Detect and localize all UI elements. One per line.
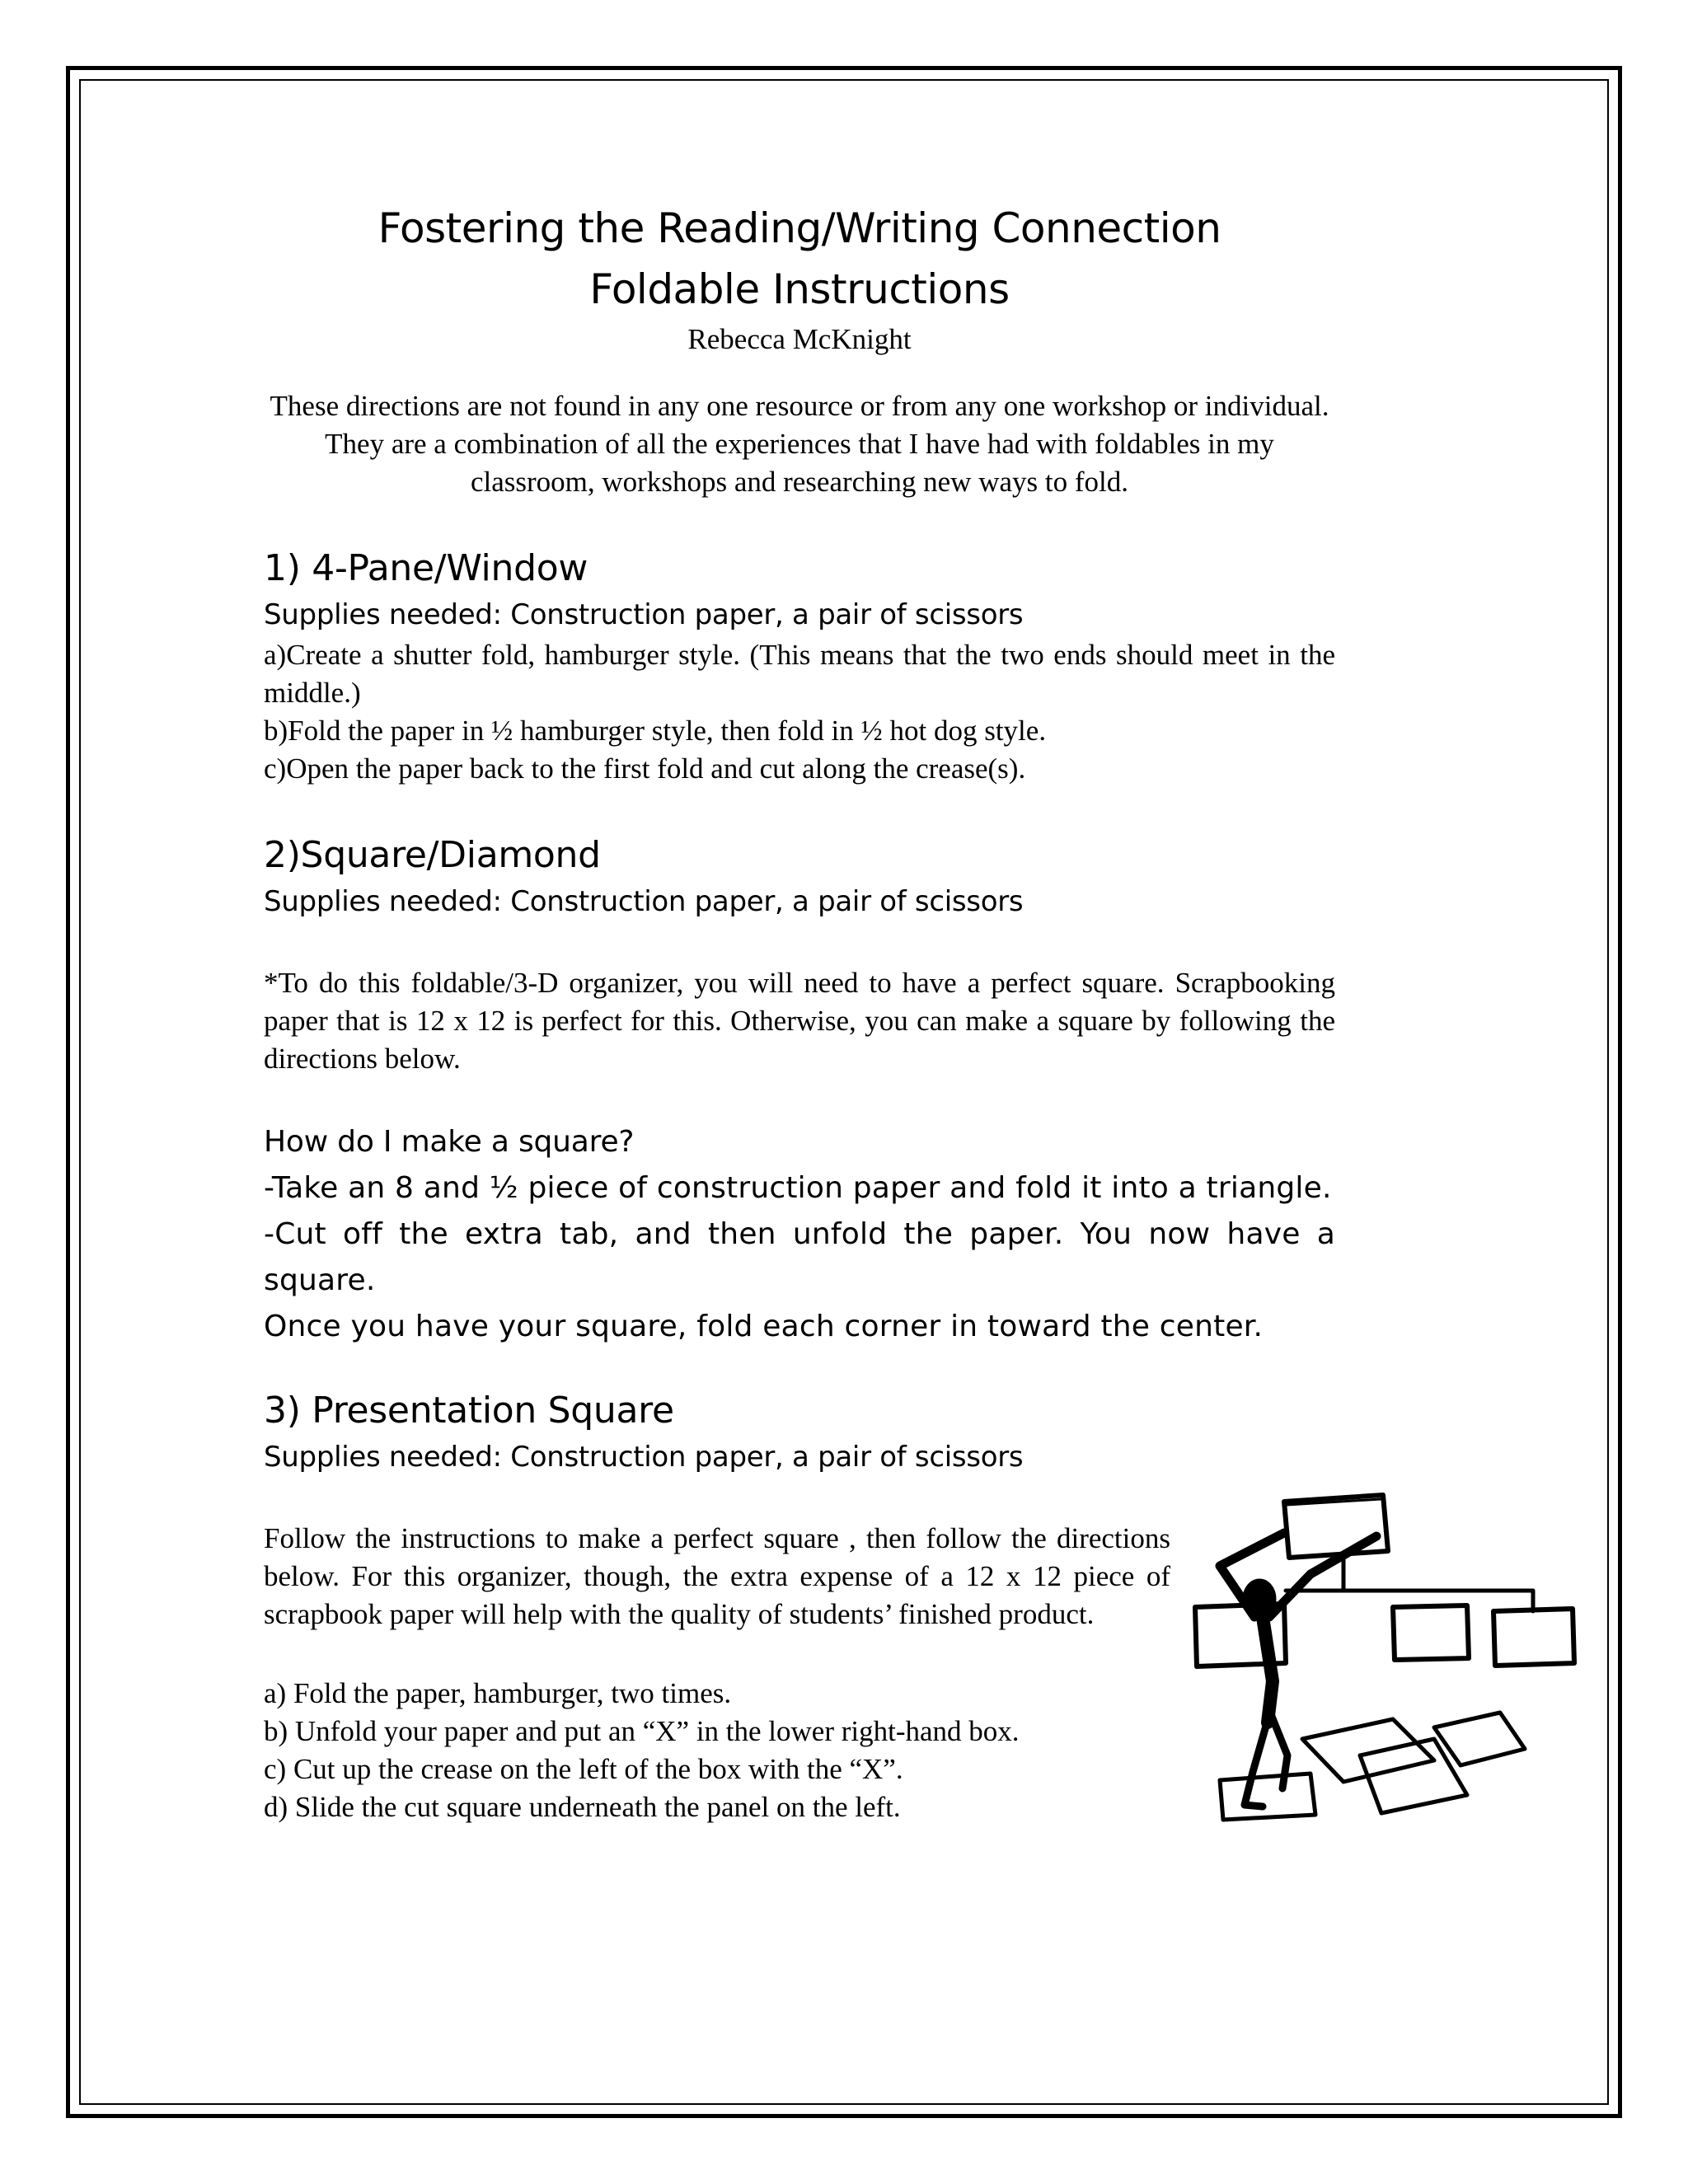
section-2-line-2: -Cut off the extra tab, and then unfold the paper. You now have a square. (264, 1217, 1335, 1297)
section-2-question: How do I make a square? (264, 1125, 635, 1159)
section-1-step-b: b)Fold the paper in ½ hamburger style, then fold in ½ hot dog style. (264, 715, 1047, 747)
intro-paragraph: These directions are not found in any one resource or from any one workshop or individual. They are a combination of all the experiences that I have had with foldables in my classroom, workshops and researching new ways to fold. (270, 390, 1329, 498)
section-1-heading: 1) 4-Pane/Window (264, 547, 588, 589)
section-3-note: Follow the instructions to make a perfect square , then follow the directions below. For this organizer, though, the extra expense of a 12 x 12 piece of scrapbook paper will help with the quality of students’ finished product. (264, 1522, 1170, 1630)
section-3-step-a: a) Fold the paper, hamburger, two times. (264, 1677, 732, 1709)
section-3-step-c: c) Cut up the crease on the left of the box with the “X”. (264, 1753, 903, 1785)
section-3-supplies: Supplies needed: Construction paper, a pair of scissors (264, 1441, 1024, 1474)
document-body (264, 198, 1335, 1826)
person-holding-papers-illustration (1187, 1475, 1632, 1830)
title-line-2: Foldable Instructions (589, 265, 1010, 313)
section-3-heading: 3) Presentation Square (264, 1390, 674, 1432)
section-2-line-1: -Take an 8 and ½ piece of construction paper and fold it into a triangle. (264, 1171, 1332, 1205)
section-2-note: *To do this foldable/3-D organizer, you will need to have a perfect square. Scrapbooking paper that is 12 x 12 is perfect for this. Otherwise, you can make a square by following the directions below. (264, 967, 1335, 1075)
author: Rebecca McKnight (687, 323, 912, 355)
section-3-step-b: b) Unfold your paper and put an “X” in the lower right-hand box. (264, 1715, 1020, 1747)
section-2-line-3: Once you have your square, fold each corner in toward the center. (264, 1310, 1264, 1343)
section-1-step-c: c)Open the paper back to the first fold and cut along the crease(s). (264, 752, 1026, 785)
section-1-step-a: a)Create a shutter fold, hamburger style. (This means that the two ends should meet in the middle.) (264, 639, 1335, 709)
title-line-1: Fostering the Reading/Writing Connection (377, 204, 1221, 252)
section-2-supplies: Supplies needed: Construction paper, a pair of scissors (264, 885, 1024, 918)
section-3-step-d: d) Slide the cut square underneath the panel on the left. (264, 1791, 901, 1823)
section-1-supplies: Supplies needed: Construction paper, a pair of scissors (264, 598, 1024, 631)
section-2-heading: 2)Square/Diamond (264, 834, 601, 876)
